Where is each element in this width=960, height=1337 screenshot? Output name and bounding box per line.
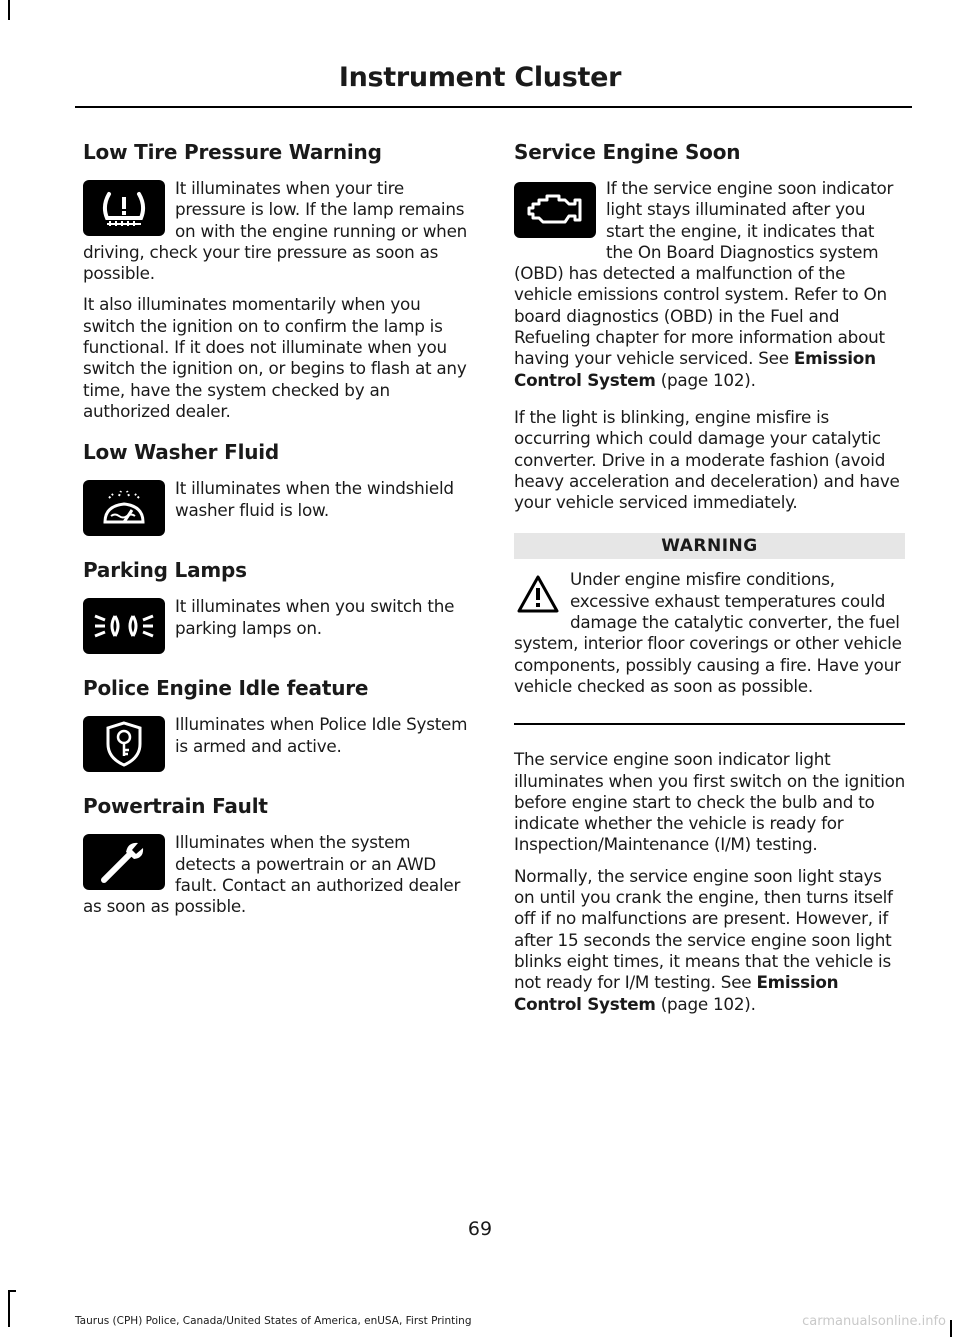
text-run: Normally, the service engine soon light stays on until you crank the engine, then turns itself off if no malfunctions are present. However, if after 15 seconds the service engine soon light blinks eight times, it means that the vehicle is not ready for I/M testing. See	[514, 865, 893, 993]
crop-mark	[8, 0, 10, 20]
warning-triangle-icon	[516, 573, 560, 617]
washer-fluid-icon	[83, 480, 165, 536]
crop-mark	[950, 1320, 952, 1337]
section-text: The service engine soon indicator light illuminates when you first switch on the ignition before engine start to check the bulb and to indicate whether the vehicle is ready for Inspection/Maintenance (I/M) testing.	[514, 749, 906, 855]
section-text: It illuminates when your tire pressure is low. If the lamp remains on with the engine running or when driving, check your tire pressure as soon as possible.	[83, 178, 468, 284]
left-column	[83, 140, 474, 935]
section-text: It illuminates when the windshield washer fluid is low.	[175, 478, 454, 520]
section-heading: Parking Lamps	[83, 558, 247, 583]
page-title: Instrument Cluster	[338, 62, 622, 93]
section-text: It also illuminates momentarily when you switch the ignition on to confirm the lamp is functional. If it does not illuminate when you switch the ignition on, or begins to flash at any time, have the system checked by an authorized dealer.	[83, 294, 467, 421]
text-run: (page 102).	[655, 369, 756, 390]
section-heading: Low Washer Fluid	[83, 440, 280, 465]
warning-label: WARNING	[514, 533, 905, 559]
section-text: Illuminates when the system detects a powertrain or an AWD fault. Contact an authorized dealer as soon as possible.	[83, 832, 461, 917]
wrench-icon	[83, 834, 165, 890]
tire-pressure-icon	[83, 180, 165, 236]
text-run: (page 102).	[655, 993, 756, 1014]
section-heading: Police Engine Idle feature	[83, 676, 369, 701]
section-low-tire-pressure	[83, 140, 474, 422]
section-heading: Service Engine Soon	[514, 140, 741, 164]
right-column	[514, 140, 905, 1025]
parking-lamps-icon	[83, 598, 165, 654]
section-low-washer-fluid	[83, 440, 474, 540]
section-heading: Low Tire Pressure Warning	[83, 140, 382, 164]
section-text: It illuminates when you switch the parking lamps on.	[175, 596, 455, 638]
section-text	[514, 866, 905, 1015]
engine-icon	[514, 182, 596, 238]
cross-reference-link[interactable]: Emission Control System	[514, 972, 839, 1014]
cross-reference-link[interactable]: Emission Control System	[514, 348, 876, 390]
section-text: If the light is blinking, engine misfire is occurring which could damage your catalytic converter. Drive in a moderate fashion (avoid heavy acceleration and deceleration) and have your vehicle serviced immediately.	[514, 406, 900, 513]
police-idle-icon	[83, 716, 165, 772]
section-police-idle	[83, 676, 474, 776]
crop-mark	[8, 1290, 16, 1292]
section-text: Illuminates when Police Idle System is armed and active.	[175, 714, 468, 756]
page-number: 69	[467, 1218, 493, 1240]
text-run: If the service engine soon indicator light stays illuminated after you start the engine, it indicates that the On Board Diagnostics system (OBD) has detected a malfunction of the vehicle emissions control system. Refer to On board diagnostics (OBD) in the Fuel and Refueling chapter for more information about having your vehicle serviced. See	[514, 178, 894, 369]
header-rule	[75, 106, 912, 108]
footer-text: Taurus (CPH) Police, Canada/United States of America, enUSA, First Printing	[75, 1315, 472, 1327]
section-powertrain-fault	[83, 794, 474, 917]
watermark: carmanualsonline.info	[802, 1314, 946, 1329]
warning-divider	[514, 723, 905, 725]
section-heading: Powertrain Fault	[83, 794, 268, 819]
section-parking-lamps	[83, 558, 474, 658]
crop-mark	[8, 1290, 10, 1327]
warning-text: Under engine misfire conditions, excessive exhaust temperatures could damage the catalytic converter, the fuel system, interior floor coverings or other vehicle components, possibly causing a fire. Have your vehicle checked as soon as possible.	[514, 569, 902, 696]
